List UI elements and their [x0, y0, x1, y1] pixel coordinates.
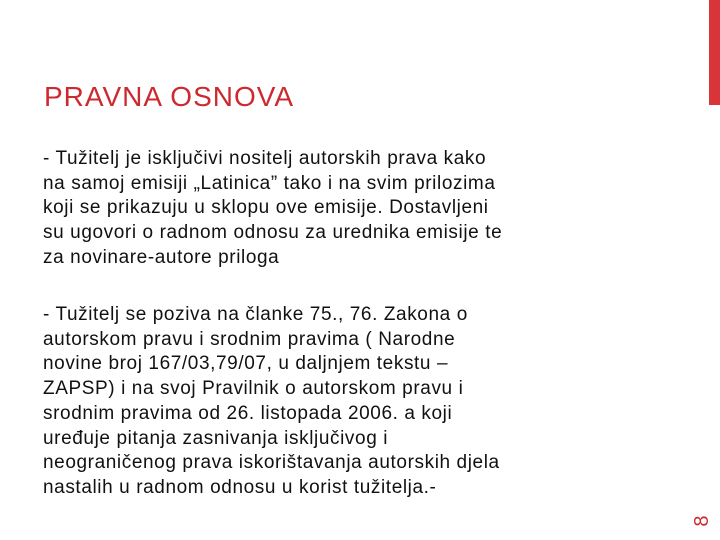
slide-title: PRAVNA OSNOVA: [44, 81, 295, 112]
paragraph-legal-basis: - Tužitelj se poziva na članke 75., 76. Zakona o autorskom pravu i srodnim pravima ( Narodne novine broj 167/03,79/07, u daljnjem tekstu – ZAPSP) i na svoj Pravilnik o autorskom pravu i srodnim pravima od 26. listopada 2006. a koji uređuje pitanja zasnivanja isključivog i neograničenog prava iskorištavanja autorskih djela nastalih u radnom odnosu u korist tužitelja.-: [43, 304, 500, 498]
accent-bar: [709, 0, 720, 105]
page-number: 8: [690, 515, 713, 527]
paragraph-rights-holder: - Tužitelj je isključivi nositelj autorskih prava kako na samoj emisiji „Latinica” tako i na svim prilozima koji se prikazuju u sklopu ove emisije. Dostavljeni su ugovori o radnom odnosu za urednika emisije te za novinare-autore priloga: [43, 148, 503, 268]
